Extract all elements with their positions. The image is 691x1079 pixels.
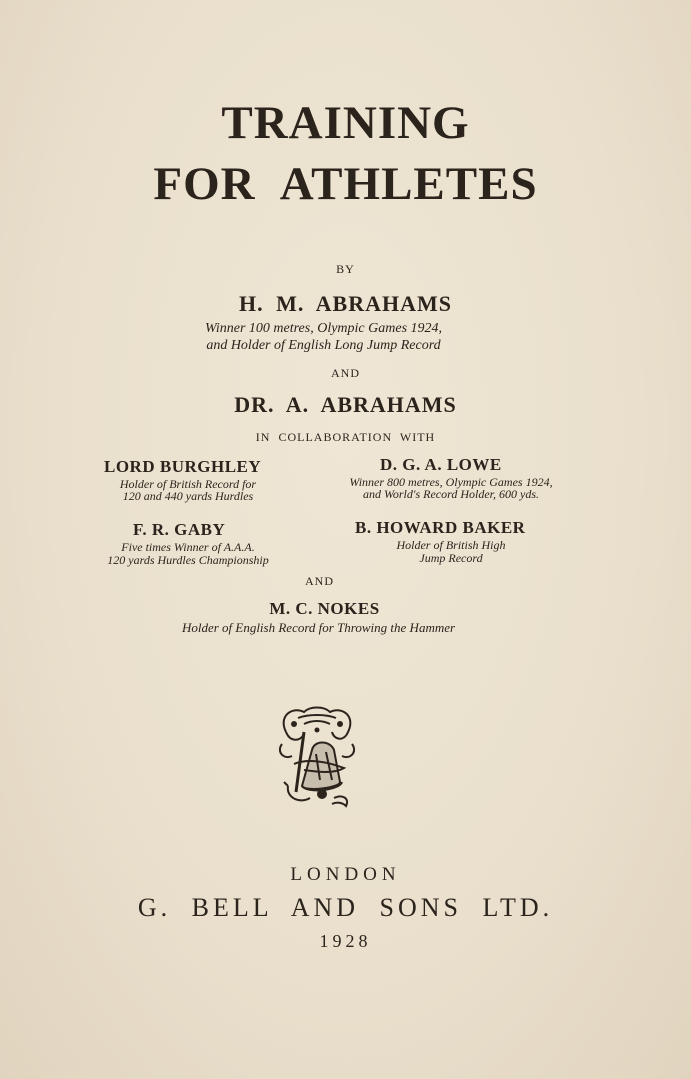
collaborator-1-name: LORD BURGHLEY xyxy=(104,457,262,476)
and-label-2: AND xyxy=(305,574,334,588)
last-collaborator-credential: Holder of English Record for Throwing the Hammer xyxy=(181,620,456,635)
collaborator-1-credential-2: 120 and 440 yards Hurdles xyxy=(122,489,254,503)
collaborator-1-credential-1: Holder of British Record for xyxy=(119,477,257,491)
collaborator-4-credential-2: Jump Record xyxy=(419,551,483,565)
collaborator-2-name: D. G. A. LOWE xyxy=(380,455,502,474)
collaborator-3-credential-2: 120 yards Hurdles Championship xyxy=(107,553,269,567)
title-line-2: FOR ATHLETES xyxy=(153,158,538,210)
author-1-credential-1: Winner 100 metres, Olympic Games 1924, xyxy=(204,321,443,336)
title-line-1: TRAINING xyxy=(221,97,470,149)
author-2-name: DR. A. ABRAHAMS xyxy=(234,392,457,417)
collaborator-4-credential-1: Holder of British High xyxy=(396,538,506,552)
publisher-name: G. BELL AND SONS LTD. xyxy=(137,893,554,922)
author-1-credential-2: and Holder of English Long Jump Record xyxy=(206,338,441,353)
publication-year: 1928 xyxy=(319,931,372,951)
bell-and-anchor-device-icon xyxy=(274,702,360,810)
collaborator-4-name: B. HOWARD BAKER xyxy=(355,518,526,537)
collaborator-2-credential-2: and World's Record Holder, 600 yds. xyxy=(362,487,539,501)
publisher-city: LONDON xyxy=(290,864,401,885)
collaborator-3-credential-1: Five times Winner of A.A.A. xyxy=(121,540,255,554)
last-collaborator-name: M. C. NOKES xyxy=(269,599,380,618)
and-label-1: AND xyxy=(331,366,360,380)
collaborator-2-credential-1: Winner 800 metres, Olympic Games 1924, xyxy=(349,475,553,489)
collaboration-label: IN COLLABORATION WITH xyxy=(255,430,436,444)
collaborator-3-name: F. R. GABY xyxy=(133,520,226,539)
author-1-name: H. M. ABRAHAMS xyxy=(239,291,452,316)
by-label: BY xyxy=(336,262,355,276)
